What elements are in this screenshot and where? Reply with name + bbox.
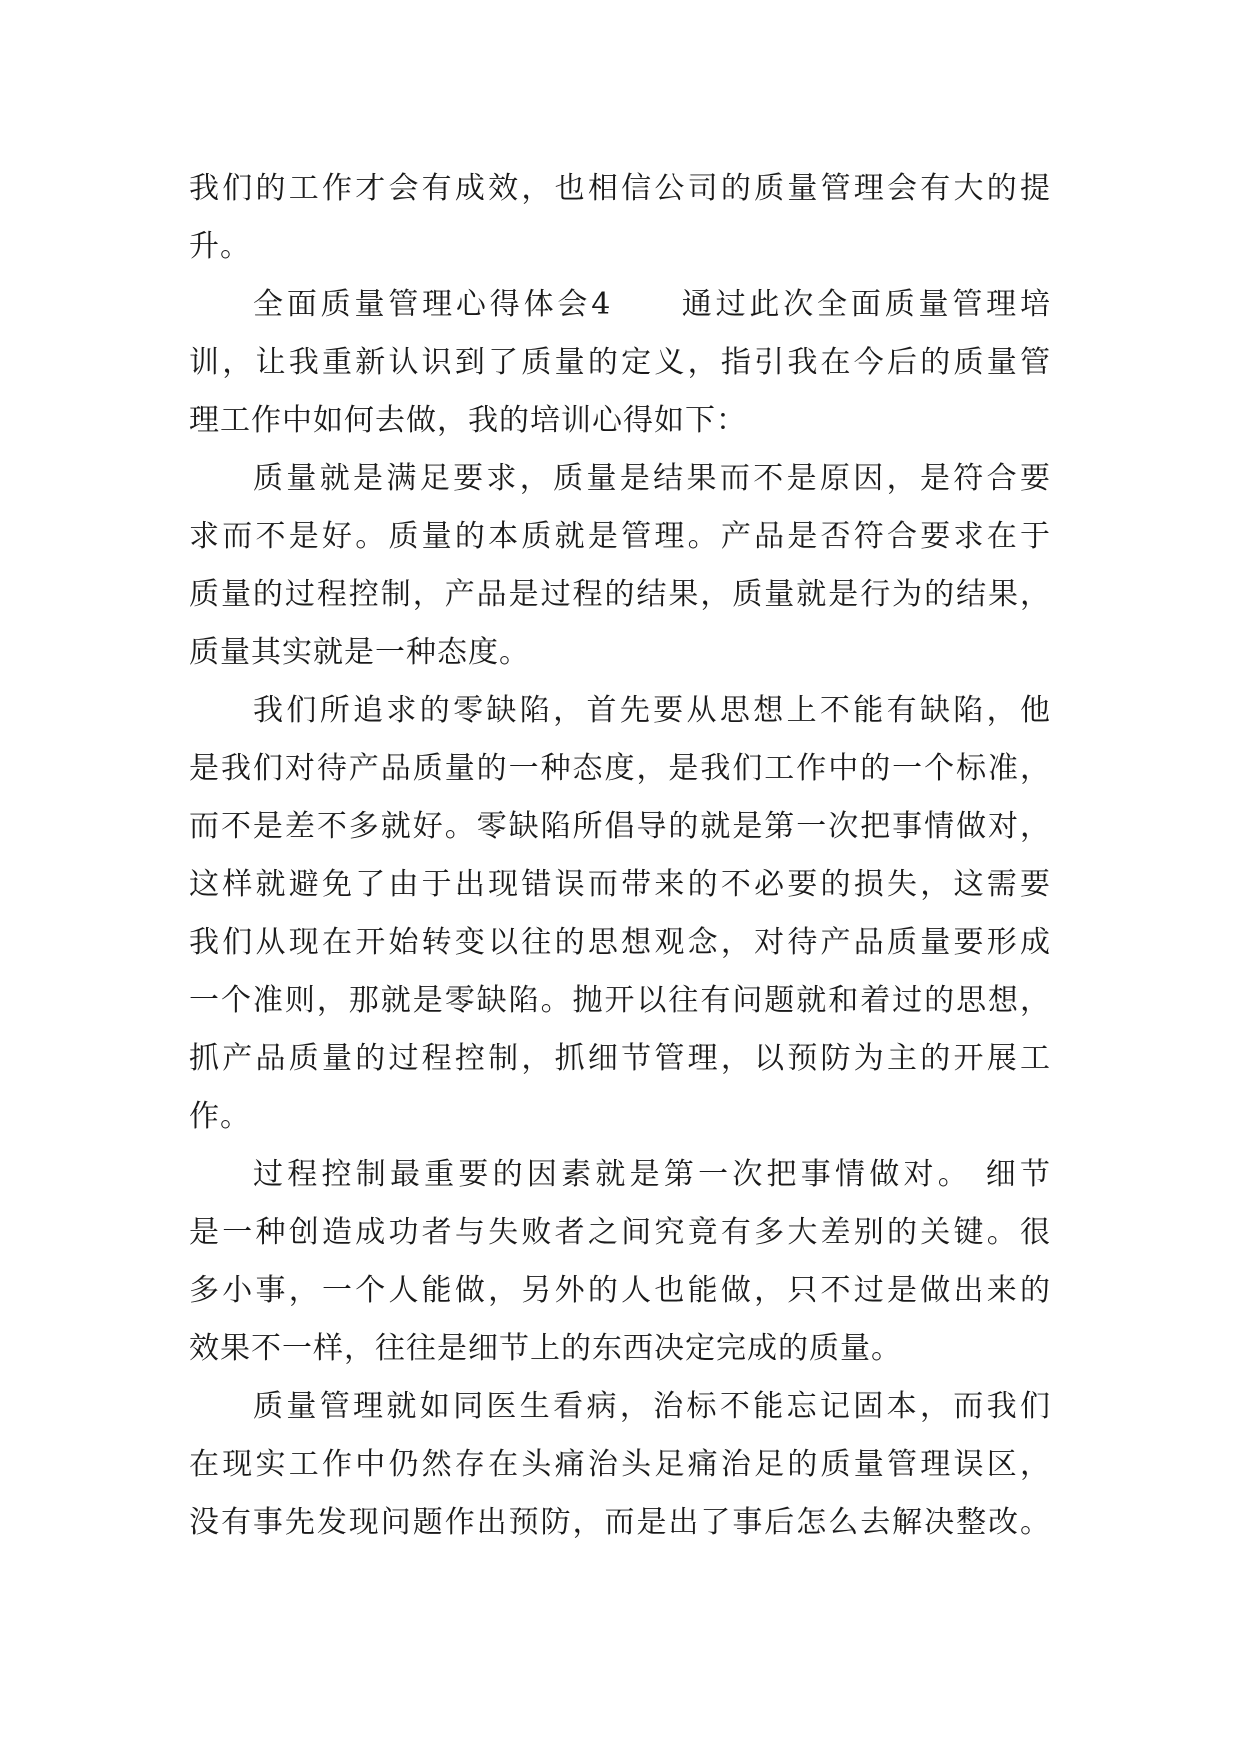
- text-line: 是我们对待产品质量的一种态度，是我们工作中的一个标准，: [189, 751, 1051, 786]
- text-line: 训，让我重新认识到了质量的定义，指引我在今后的质量管: [189, 345, 1051, 380]
- text-line: 我们从现在开始转变以往的思想观念，对待产品质量要形成: [189, 925, 1051, 960]
- text-line: 没有事先发现问题作出预防，而是出了事后怎么去解决整改。: [189, 1505, 1051, 1540]
- text-line: 我们的工作才会有成效，也相信公司的质量管理会有大的提: [189, 171, 1051, 206]
- text-line: 质量其实就是一种态度。: [189, 635, 530, 670]
- text-line: 作。: [189, 1099, 251, 1134]
- text-line: 抓产品质量的过程控制，抓细节管理，以预防为主的开展工: [189, 1041, 1051, 1076]
- text-line: 多小事，一个人能做，另外的人也能做，只不过是做出来的: [189, 1273, 1051, 1308]
- text-line: 而不是差不多就好。零缺陷所倡导的就是第一次把事情做对，: [189, 809, 1051, 844]
- text-line: 我们所追求的零缺陷，首先要从思想上不能有缺陷，他: [253, 693, 1051, 728]
- document-body: [189, 160, 1051, 1552]
- text-line: 全面质量管理心得体会4 通过此次全面质量管理培: [253, 287, 1051, 322]
- text-line: 效果不一样，往往是细节上的东西决定完成的质量。: [189, 1331, 902, 1366]
- text-line: 质量的过程控制，产品是过程的结果，质量就是行为的结果，: [189, 577, 1051, 612]
- text-line: 理工作中如何去做，我的培训心得如下：: [189, 403, 747, 438]
- text-line: 升。: [189, 229, 251, 264]
- text-line: 这样就避免了由于出现错误而带来的不必要的损失，这需要: [189, 867, 1051, 902]
- text-line: 求而不是好。质量的本质就是管理。产品是否符合要求在于: [189, 519, 1051, 554]
- text-line: 是一种创造成功者与失败者之间究竟有多大差别的关键。很: [189, 1215, 1051, 1250]
- text-line: 过程控制最重要的因素就是第一次把事情做对。 细节: [253, 1157, 1051, 1192]
- text-line: 在现实工作中仍然存在头痛治头足痛治足的质量管理误区，: [189, 1447, 1051, 1482]
- text-line: 一个准则，那就是零缺陷。抛开以往有问题就和着过的思想，: [189, 983, 1051, 1018]
- text-line: 质量就是满足要求，质量是结果而不是原因，是符合要: [253, 461, 1051, 496]
- text-line: 质量管理就如同医生看病，治标不能忘记固本，而我们: [253, 1389, 1051, 1424]
